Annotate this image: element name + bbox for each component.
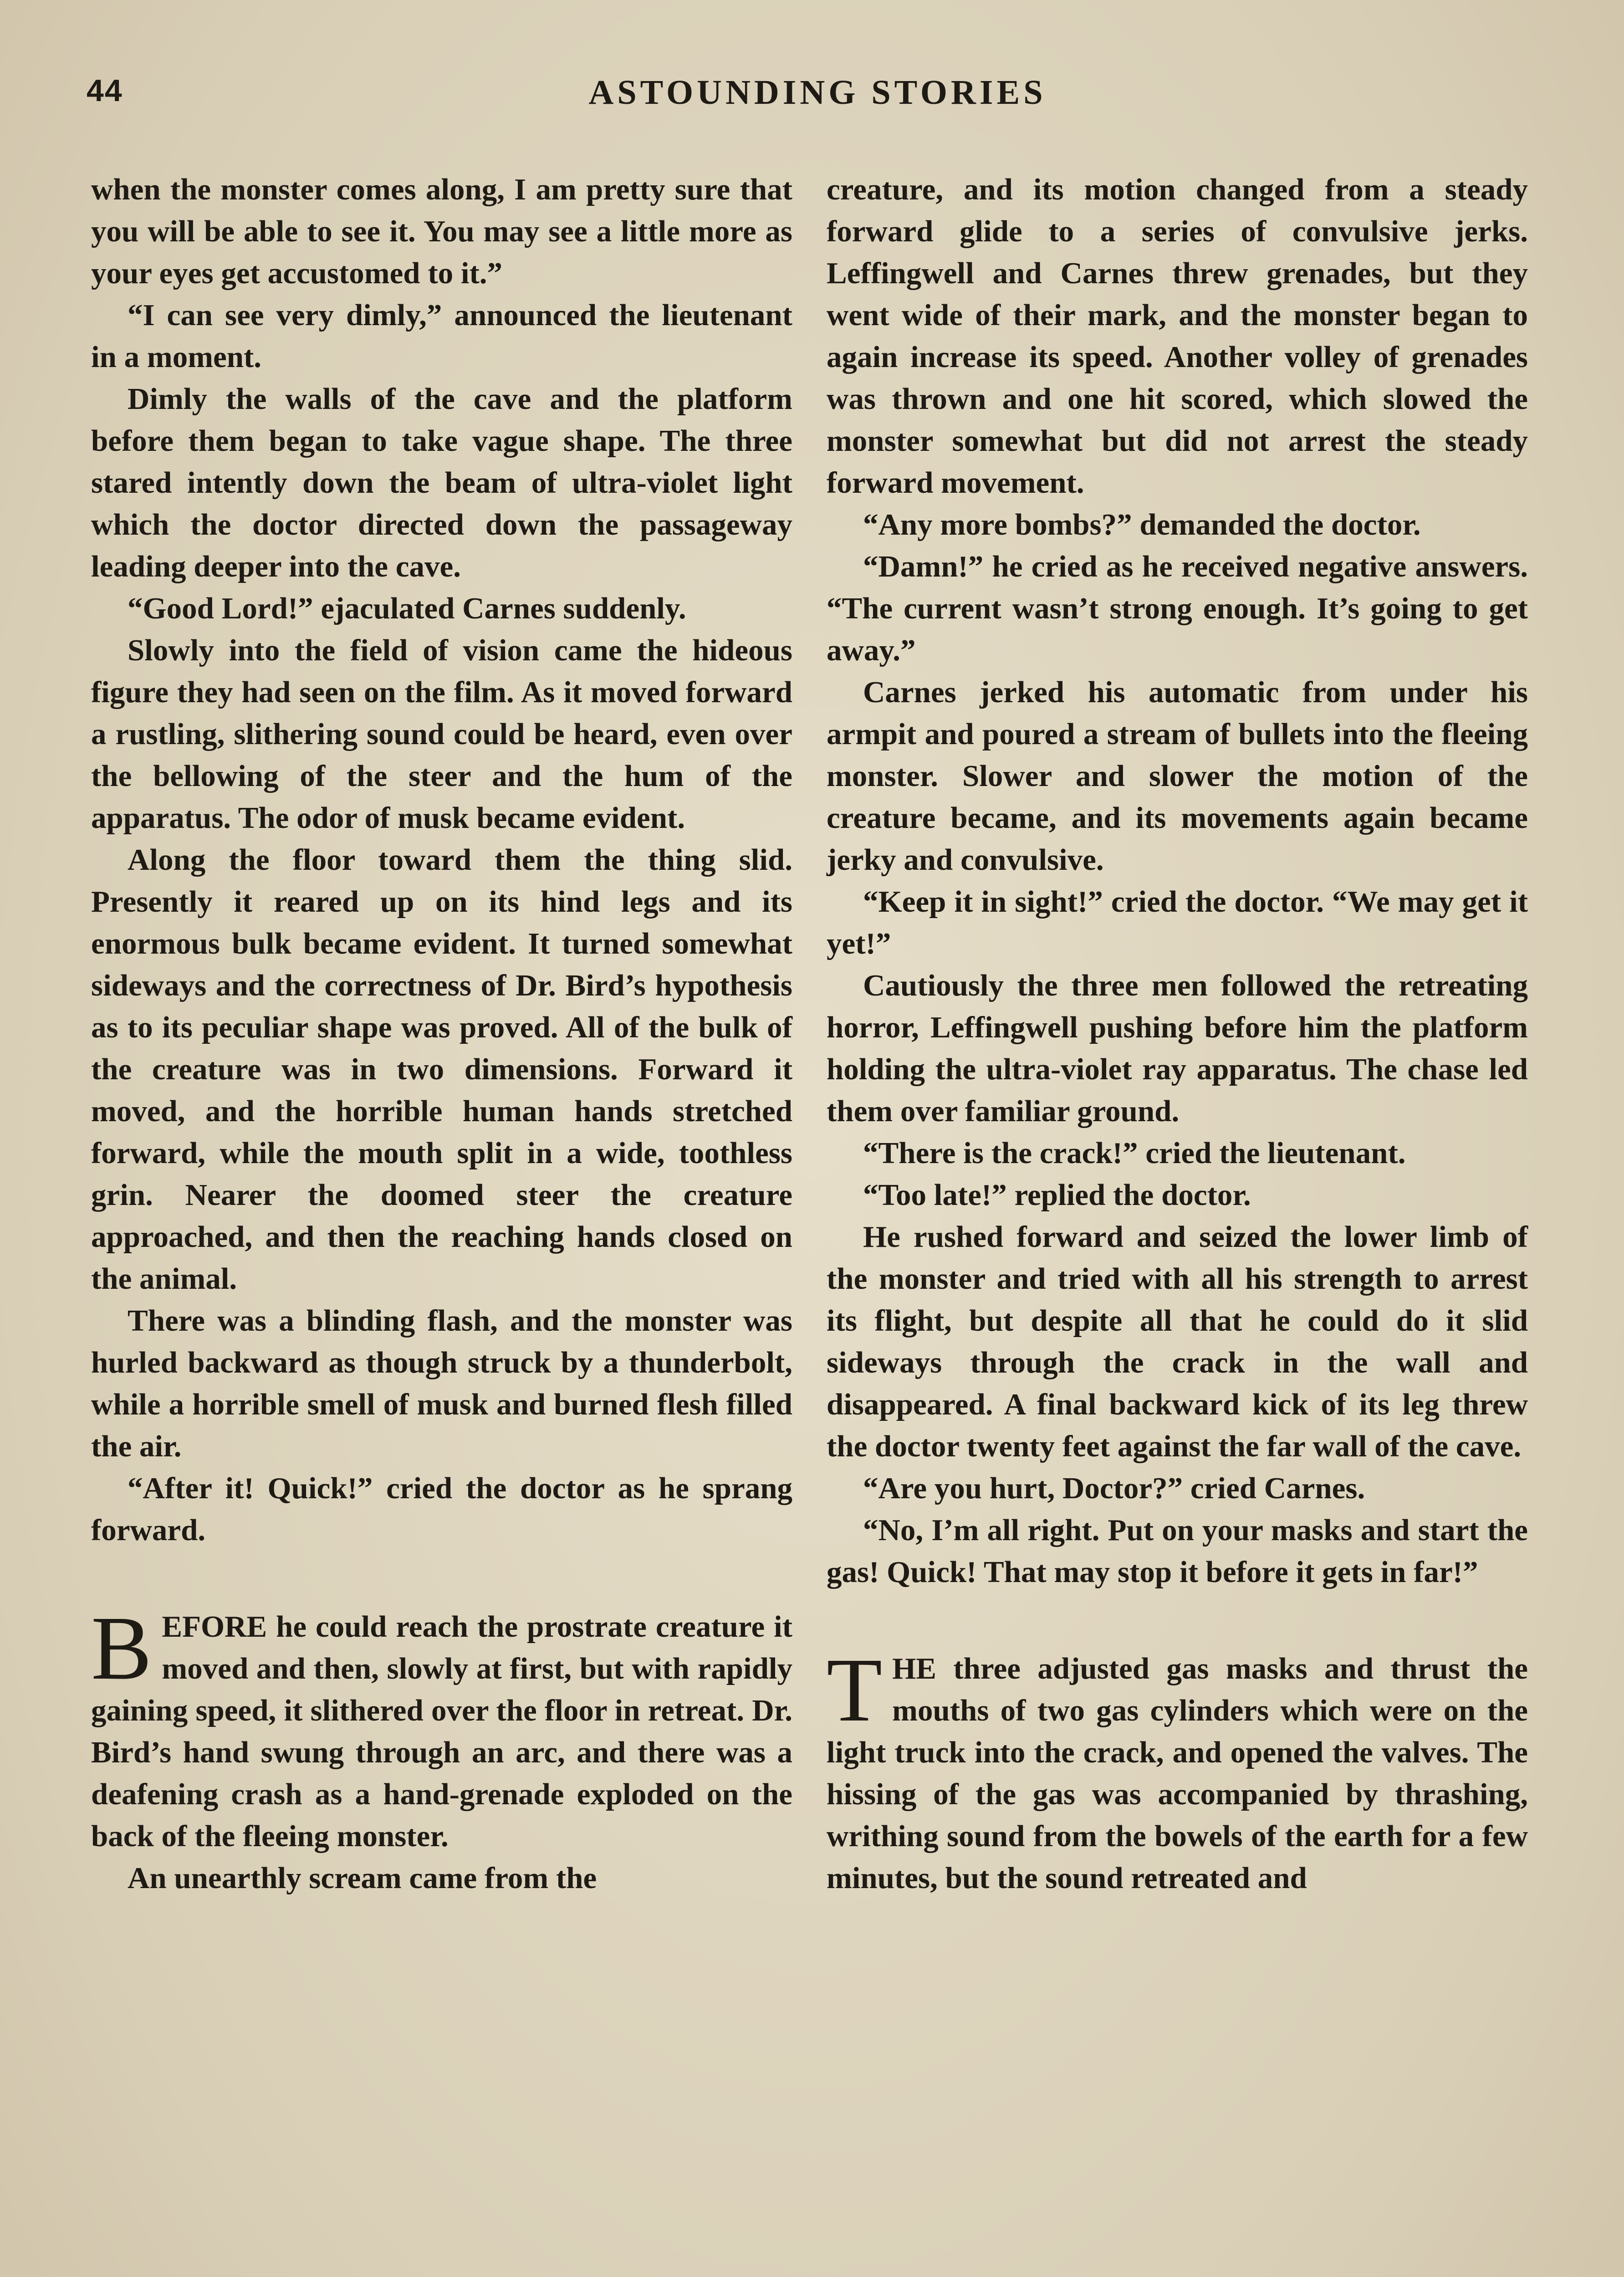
paragraph: He rushed forward and seized the lower limb of the monster and tried with all his strength to arrest its flight, but despite all that he could do it slid sideways through the crack in the wall and disappeared. A final backward kick of its leg threw the doctor twenty feet against the far wall of the cave. — [827, 1220, 1528, 1463]
section-break — [91, 1551, 792, 1606]
paragraph: “No, I’m all right. Put on your masks and start the gas! Quick! That may stop it before it gets in far!” — [827, 1513, 1528, 1589]
paragraph: Dimly the walls of the cave and the platform before them began to take vague shape. The three stared intently down the beam of ultra-violet light which the doctor directed down the passageway leading deeper into the cave. — [91, 382, 792, 583]
paragraph: Cautiously the three men followed the retreating horror, Leffingwell pushing before him the platform holding the ultra-violet ray apparatus. The chase led them over familiar ground. — [827, 969, 1528, 1128]
dropcap-paragraph — [827, 1640, 1528, 1899]
paragraph: when the monster comes along, I am pretty sure that you will be able to see it. You may see a little more as your eyes get accustomed to it.” — [91, 173, 792, 290]
drop-cap: T — [827, 1640, 883, 1741]
running-title: ASTOUNDING STORIES — [588, 73, 1047, 112]
paragraph: “Are you hurt, Doctor?” cried Carnes. — [863, 1471, 1365, 1505]
paragraph: “After it! Quick!” cried the doctor as he sprang forward. — [91, 1471, 792, 1547]
left-column — [91, 168, 792, 1899]
page-header — [87, 73, 1548, 123]
dropcap-paragraph — [91, 1598, 792, 1857]
paragraph: “Keep it in sight!” cried the doctor. “We may get it yet!” — [827, 885, 1528, 960]
paragraph: “Any more bombs?” demanded the doctor. — [863, 508, 1421, 541]
section-break — [827, 1593, 1528, 1648]
paragraph: “Damn!” he cried as he received negative answers. “The current wasn’t strong enough. It’s going to get away.” — [827, 550, 1528, 667]
paragraph: “Good Lord!” ejaculated Carnes suddenly. — [128, 592, 686, 625]
drop-cap: B — [91, 1598, 152, 1699]
right-column — [827, 168, 1528, 1899]
paragraph: “Too late!” replied the doctor. — [863, 1178, 1251, 1212]
paragraph: “There is the crack!” cried the lieutenant. — [863, 1136, 1406, 1170]
paragraph: Carnes jerked his automatic from under his armpit and poured a stream of bullets into the fleeing monster. Slower and slower the motion of the creature became, and its movements again became jerky and convulsive. — [827, 675, 1528, 877]
paragraph: “I can see very dimly,” announced the lieutenant in a moment. — [91, 298, 792, 374]
paragraph: An unearthly scream came from the — [128, 1861, 597, 1895]
paragraph: Slowly into the field of vision came the hideous figure they had seen on the film. As it moved forward a rustling, slithering sound could be heard, even over the bellowing of the steer and the hum of the apparatus. The odor of musk became evident. — [91, 633, 792, 835]
paragraph-text: HE three adjusted gas masks and thrust the mouths of two gas cylinders which were on the light truck into the crack, and opened the valves. The hissing of the gas was accompanied by thrashing, writhing sound from the bowels of the earth for a few minutes, but the sound retreated and — [827, 1652, 1528, 1895]
paragraph-text: EFORE he could reach the prostrate creature it moved and then, slowly at first, but with rapidly gaining speed, it slithered over the floor in retreat. Dr. Bird’s hand swung through an arc, and there was a deafening crash as a hand-grenade exploded on the back of the fleeing monster. — [91, 1610, 792, 1853]
paragraph: creature, and its motion changed from a steady forward glide to a series of convulsive jerks. Leffingwell and Carnes threw grenades, but they went wide of their mark, and the monster began to again increase its speed. Another volley of grenades was thrown and one hit scored, which slowed the monster somewhat but did not arrest the steady forward movement. — [827, 173, 1528, 500]
paragraph: There was a blinding flash, and the monster was hurled backward as though struck by a thunderbolt, while a horrible smell of musk and burned flesh filled the air. — [91, 1304, 792, 1463]
page-number: 44 — [87, 73, 123, 108]
paragraph: Along the floor toward them the thing slid. Presently it reared up on its hind legs and its enormous bulk became evident. It turned somewhat sideways and the correctness of Dr. Bird’s hypothesis as to its peculiar shape was proved. All of the bulk of the creature was in two dimensions. Forward it moved, and the horrible human hands stretched forward, while the mouth split in a wide, toothless grin. Nearer the doomed steer the creature approached, and then the reaching hands closed on the animal. — [91, 843, 792, 1296]
